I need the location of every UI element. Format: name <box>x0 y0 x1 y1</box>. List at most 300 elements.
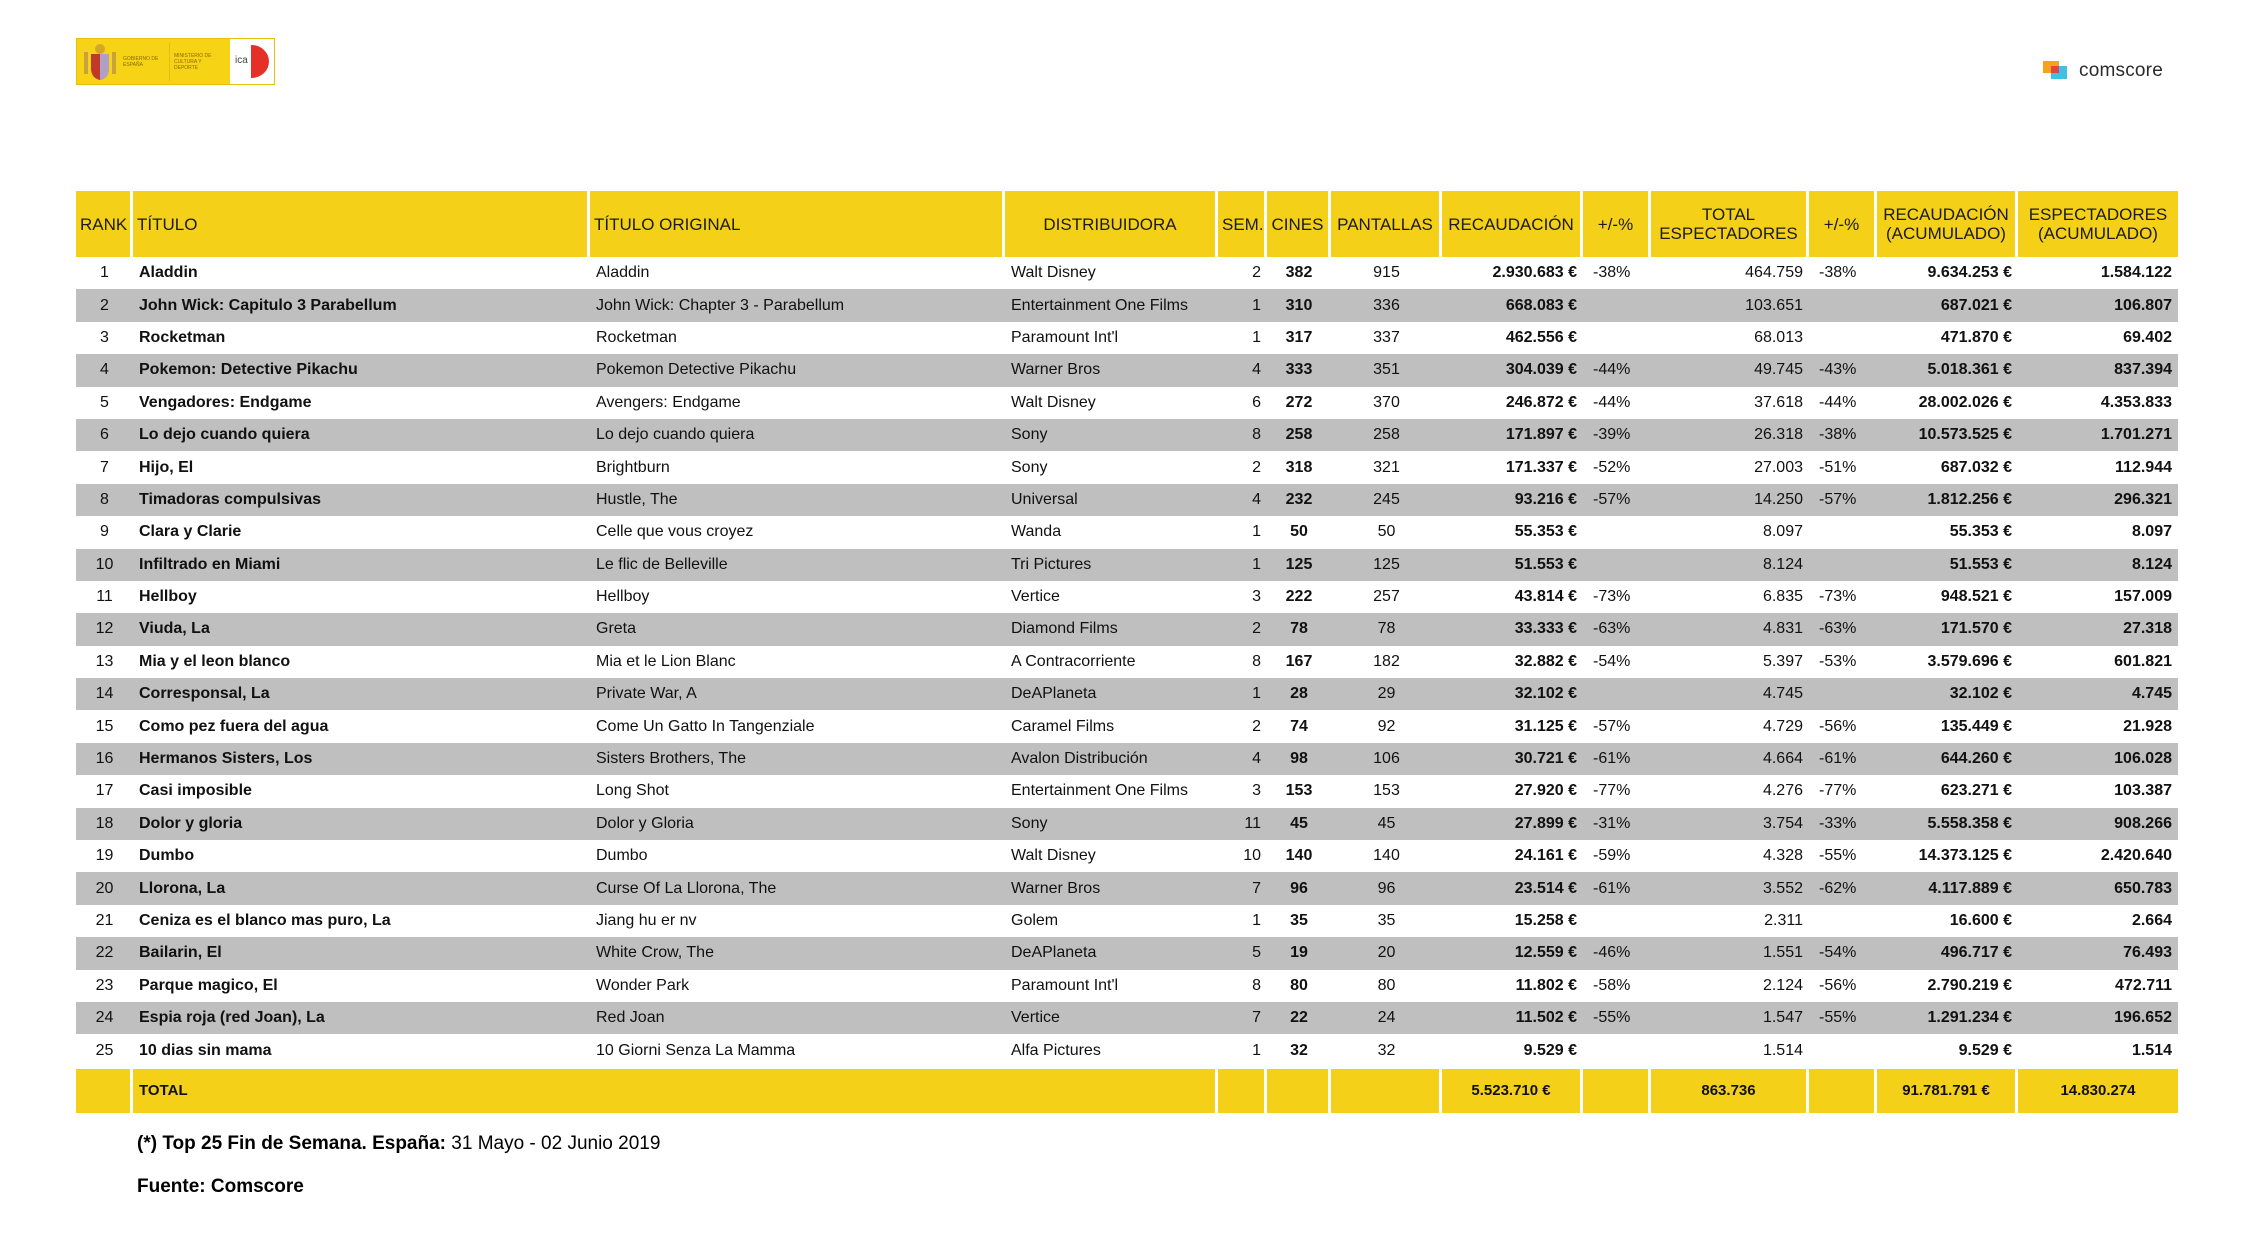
cell-original: Aladdin <box>596 264 650 282</box>
cell-titulo: John Wick: Capitulo 3 Parabellum <box>133 289 590 321</box>
cell-var1: -46% <box>1583 937 1651 969</box>
cell-recaudacion: 43.814 € <box>1514 588 1577 606</box>
cell-sem: 4 <box>1218 484 1267 516</box>
cell-espectadores: 4.328 <box>1762 847 1803 865</box>
cell-titulo: Hellboy <box>139 588 197 606</box>
government-label: GOBIERNO DE ESPAÑA <box>123 55 159 68</box>
cell-original: Hustle, The <box>590 484 1005 516</box>
cell-pantallas: 78 <box>1331 613 1442 645</box>
cell-sem: 6 <box>1252 393 1261 411</box>
cell-original: John Wick: Chapter 3 - Parabellum <box>590 289 1005 321</box>
cell-espectadores-acum: 157.009 <box>2114 588 2172 606</box>
cell-recaudacion-acum: 51.553 € <box>1877 549 2018 581</box>
cell-original: Hellboy <box>596 588 650 606</box>
cell-var2: -56% <box>1819 976 1857 994</box>
ministry-label: MINISTERIO DE CULTURA Y DEPORTE <box>169 43 214 81</box>
total-row <box>76 1067 2178 1113</box>
col-total-espectadores-line1: TOTAL <box>1701 205 1756 224</box>
cell-rank: 19 <box>95 847 114 865</box>
cell-rank: 5 <box>100 393 109 411</box>
total-pantallas-cell <box>1331 1067 1442 1113</box>
cell-distribuidora: Paramount Int'l <box>1011 976 1119 994</box>
cell-var2 <box>1809 289 1877 321</box>
cell-original: Come Un Gatto In Tangenziale <box>596 717 815 735</box>
cell-var1: -38% <box>1593 264 1631 282</box>
cell-distribuidora: Vertice <box>1005 1002 1218 1034</box>
cell-espectadores: 6.835 <box>1762 588 1803 606</box>
cell-sem: 4 <box>1218 354 1267 386</box>
cell-var2 <box>1809 1034 1877 1066</box>
cell-espectadores: 464.759 <box>1745 264 1803 282</box>
cell-recaudacion: 171.897 € <box>1442 419 1583 451</box>
coat-of-arms-icon <box>81 42 119 82</box>
cell-rank: 12 <box>76 613 133 645</box>
total-cines-cell <box>1267 1067 1331 1113</box>
cell-recaudacion: 246.872 € <box>1505 393 1577 411</box>
cell-original: Lo dejo cuando quiera <box>590 419 1005 451</box>
cell-var1: -57% <box>1593 717 1631 735</box>
col-recaudacion-acumulado <box>1877 191 2018 257</box>
comscore-mark-icon <box>2043 61 2069 81</box>
cell-rank: 8 <box>76 484 133 516</box>
cell-var1: -73% <box>1593 588 1631 606</box>
cell-cines: 333 <box>1267 354 1331 386</box>
cell-distribuidora: Wanda <box>1011 523 1062 541</box>
cell-titulo: Viuda, La <box>133 613 590 645</box>
total-espectadores-acumulado: 14.830.274 <box>2018 1067 2178 1113</box>
cell-rank: 2 <box>76 289 133 321</box>
cell-var2: -38% <box>1819 264 1857 282</box>
cell-original: Brightburn <box>596 458 670 476</box>
cell-titulo: Lo dejo cuando quiera <box>133 419 590 451</box>
cell-var2 <box>1809 678 1877 710</box>
cell-espectadores: 4.745 <box>1651 678 1809 710</box>
icaa-label: ica <box>235 55 248 66</box>
cell-var2 <box>1809 905 1877 937</box>
col-titulo-original: TÍTULO ORIGINAL <box>590 191 1005 257</box>
cell-recaudacion-acum: 9.529 € <box>1958 1041 2012 1059</box>
cell-var1: -63% <box>1583 613 1651 645</box>
table-row <box>76 840 2178 872</box>
cell-espectadores-acum: 837.394 <box>2018 354 2178 386</box>
cell-recaudacion: 32.102 € <box>1442 678 1583 710</box>
col-espectadores-acumulado-line1: ESPECTADORES <box>2028 205 2168 224</box>
cell-cines: 318 <box>1285 458 1313 476</box>
cell-recaudacion-acum: 171.570 € <box>1877 613 2018 645</box>
table-row <box>76 646 2178 678</box>
table-row <box>76 419 2178 451</box>
cell-rank: 23 <box>95 976 114 994</box>
cell-var1: -39% <box>1583 419 1651 451</box>
cell-var2: -55% <box>1819 847 1857 865</box>
cell-titulo: Como pez fuera del agua <box>139 717 329 735</box>
cell-distribuidora: Entertainment One Films <box>1011 782 1188 800</box>
col-pantallas: PANTALLAS <box>1331 191 1442 257</box>
cell-rank: 9 <box>100 523 109 541</box>
cell-pantallas: 32 <box>1377 1041 1396 1059</box>
box-office-table <box>76 191 2178 1113</box>
cell-titulo: Rocketman <box>139 328 226 346</box>
total-sem-cell <box>1218 1067 1267 1113</box>
cell-rank: 20 <box>76 872 133 904</box>
cell-sem: 2 <box>1218 613 1267 645</box>
col-recaudacion-acumulado-line2: (ACUMULADO) <box>1886 224 2006 243</box>
cell-var1 <box>1583 905 1651 937</box>
cell-var2: -61% <box>1809 743 1877 775</box>
cell-recaudacion-acum: 687.032 € <box>1940 458 2012 476</box>
cell-sem: 7 <box>1218 872 1267 904</box>
cell-cines: 98 <box>1267 743 1331 775</box>
cell-recaudacion: 27.899 € <box>1442 808 1583 840</box>
cell-recaudacion: 23.514 € <box>1442 872 1583 904</box>
cell-recaudacion-acum: 644.260 € <box>1877 743 2018 775</box>
cell-rank: 1 <box>100 264 109 282</box>
cell-pantallas: 96 <box>1331 872 1442 904</box>
table-row <box>76 937 2178 969</box>
cell-distribuidora: Tri Pictures <box>1005 549 1218 581</box>
cell-distribuidora: Warner Bros <box>1005 872 1218 904</box>
cell-original: Dumbo <box>596 847 648 865</box>
cell-original: Pokemon Detective Pikachu <box>590 354 1005 386</box>
table-row <box>76 775 2178 807</box>
cell-var1: -59% <box>1593 847 1631 865</box>
cell-sem: 3 <box>1252 782 1261 800</box>
cell-original: Celle que vous croyez <box>596 523 754 541</box>
cell-recaudacion: 51.553 € <box>1442 549 1583 581</box>
table-row <box>76 581 2178 613</box>
cell-var2: -63% <box>1809 613 1877 645</box>
total-rank-cell <box>76 1067 133 1113</box>
cell-original: White Crow, The <box>590 937 1005 969</box>
cell-original: Red Joan <box>590 1002 1005 1034</box>
cell-pantallas: 45 <box>1331 808 1442 840</box>
cell-original: Greta <box>590 613 1005 645</box>
cell-cines: 258 <box>1267 419 1331 451</box>
cell-cines: 317 <box>1285 328 1313 346</box>
cell-distribuidora: Universal <box>1005 484 1218 516</box>
cell-titulo: Dolor y gloria <box>133 808 590 840</box>
cell-espectadores: 49.745 <box>1651 354 1809 386</box>
cell-distribuidora: DeAPlaneta <box>1005 937 1218 969</box>
cell-recaudacion: 2.930.683 € <box>1492 264 1577 282</box>
cell-pantallas: 20 <box>1331 937 1442 969</box>
cell-espectadores-acum: 472.711 <box>2115 976 2172 994</box>
col-total-espectadores-line2: ESPECTADORES <box>1659 224 1798 243</box>
cell-distribuidora: Paramount Int'l <box>1011 328 1119 346</box>
cell-pantallas: 153 <box>1373 782 1400 800</box>
cell-titulo: Infiltrado en Miami <box>133 549 590 581</box>
cell-rank: 13 <box>95 652 114 670</box>
cell-sem: 2 <box>1252 458 1261 476</box>
table-row <box>76 354 2178 386</box>
cell-pantallas: 50 <box>1377 523 1396 541</box>
cell-var2: -56% <box>1819 717 1857 735</box>
cell-espectadores-acum: 1.701.271 <box>2018 419 2178 451</box>
cell-var2: -57% <box>1809 484 1877 516</box>
cell-espectadores: 26.318 <box>1651 419 1809 451</box>
cell-recaudacion-acum: 1.291.234 € <box>1877 1002 2018 1034</box>
cell-distribuidora: Walt Disney <box>1011 393 1096 411</box>
cell-espectadores: 4.664 <box>1651 743 1809 775</box>
table-row <box>76 484 2178 516</box>
cell-cines: 22 <box>1267 1002 1331 1034</box>
cell-cines: 74 <box>1290 717 1308 735</box>
cell-recaudacion: 462.556 € <box>1505 328 1577 346</box>
cell-distribuidora: DeAPlaneta <box>1005 678 1218 710</box>
cell-titulo: Llorona, La <box>133 872 590 904</box>
cell-pantallas: 92 <box>1377 717 1396 735</box>
cell-original: Rocketman <box>596 328 677 346</box>
col-espectadores-acumulado-line2: (ACUMULADO) <box>2038 224 2158 243</box>
table-row <box>76 743 2178 775</box>
cell-rank: 4 <box>76 354 133 386</box>
cell-distribuidora: Entertainment One Films <box>1005 289 1218 321</box>
table-row <box>76 257 2178 289</box>
cell-recaudacion-acum: 496.717 € <box>1877 937 2018 969</box>
cell-var1: -31% <box>1583 808 1651 840</box>
cell-espectadores-acum: 1.514 <box>2131 1041 2172 1059</box>
cell-cines: 167 <box>1285 652 1313 670</box>
cell-recaudacion-acum: 10.573.525 € <box>1877 419 2018 451</box>
cell-espectadores: 8.097 <box>1762 523 1803 541</box>
cell-pantallas: 35 <box>1377 912 1396 929</box>
cell-original: Jiang hu er nv <box>596 912 697 929</box>
cell-recaudacion: 27.920 € <box>1514 782 1577 800</box>
col-titulo: TÍTULO <box>133 191 590 257</box>
cell-var2: -51% <box>1819 458 1857 476</box>
total-espectadores: 863.736 <box>1651 1067 1809 1113</box>
cell-var2: -55% <box>1809 1002 1877 1034</box>
cell-cines: 382 <box>1285 264 1313 282</box>
cell-espectadores-acum: 106.028 <box>2018 743 2178 775</box>
table-row <box>76 1002 2178 1034</box>
total-var1-cell <box>1583 1067 1651 1113</box>
cell-original: Long Shot <box>596 782 669 800</box>
cell-espectadores-acum: 650.783 <box>2018 872 2178 904</box>
cell-distribuidora: Avalon Distribución <box>1005 743 1218 775</box>
cell-cines: 35 <box>1290 912 1308 929</box>
cell-recaudacion-acum: 4.117.889 € <box>1877 872 2018 904</box>
cell-var1: -44% <box>1593 393 1631 411</box>
cell-recaudacion-acum: 55.353 € <box>1949 523 2012 541</box>
cell-var2: -33% <box>1809 808 1877 840</box>
cell-original: Mia et le Lion Blanc <box>596 652 736 670</box>
cell-sem: 4 <box>1218 743 1267 775</box>
cell-var2: -77% <box>1819 782 1857 800</box>
cell-cines: 232 <box>1267 484 1331 516</box>
cell-var1: -52% <box>1593 458 1631 476</box>
cell-espectadores: 4.729 <box>1762 717 1803 735</box>
cell-titulo: Hijo, El <box>139 458 194 476</box>
cell-recaudacion: 33.333 € <box>1442 613 1583 645</box>
cell-distribuidora: Sony <box>1005 419 1218 451</box>
cell-var2: -43% <box>1809 354 1877 386</box>
header-row <box>76 191 2178 257</box>
cell-rank: 21 <box>95 912 114 929</box>
cell-sem: 3 <box>1252 588 1261 606</box>
cell-distribuidora: Sony <box>1005 808 1218 840</box>
cell-espectadores: 8.124 <box>1651 549 1809 581</box>
cell-espectadores-acum: 4.745 <box>2018 678 2178 710</box>
comscore-logo <box>2043 60 2163 82</box>
cell-original: Le flic de Belleville <box>590 549 1005 581</box>
cell-distribuidora: Alfa Pictures <box>1011 1041 1101 1059</box>
cell-recaudacion: 15.258 € <box>1514 912 1577 929</box>
cell-espectadores: 37.618 <box>1754 393 1803 411</box>
table-row <box>76 289 2178 321</box>
cell-sem: 2 <box>1252 717 1261 735</box>
cell-titulo: Hermanos Sisters, Los <box>133 743 590 775</box>
cell-distribuidora: Walt Disney <box>1011 847 1096 865</box>
cell-pantallas: 140 <box>1373 847 1400 865</box>
cell-pantallas: 258 <box>1331 419 1442 451</box>
cell-original: Private War, A <box>590 678 1005 710</box>
cell-cines: 222 <box>1285 588 1313 606</box>
cell-recaudacion-acum: 5.558.358 € <box>1877 808 2018 840</box>
cell-titulo: Dumbo <box>139 847 195 865</box>
cell-titulo: 10 dias sin mama <box>139 1041 272 1059</box>
cell-pantallas: 29 <box>1331 678 1442 710</box>
cell-cines: 45 <box>1267 808 1331 840</box>
table-row <box>76 549 2178 581</box>
cell-sem: 11 <box>1218 808 1267 840</box>
total-label: TOTAL <box>133 1067 1218 1113</box>
cell-recaudacion-acum: 32.102 € <box>1877 678 2018 710</box>
cell-espectadores-acum: 4.353.833 <box>2100 393 2172 411</box>
cell-var1: -61% <box>1583 872 1651 904</box>
cell-var2: -44% <box>1819 393 1857 411</box>
cell-var2 <box>1809 516 1877 548</box>
cell-var1 <box>1583 322 1651 354</box>
cell-pantallas: 321 <box>1373 458 1400 476</box>
cell-pantallas: 915 <box>1373 264 1400 282</box>
cell-pantallas: 24 <box>1331 1002 1442 1034</box>
cell-rank: 11 <box>96 588 113 606</box>
cell-sem: 2 <box>1252 264 1261 282</box>
cell-cines: 80 <box>1290 976 1308 994</box>
cell-recaudacion: 24.161 € <box>1514 847 1577 865</box>
cell-cines: 125 <box>1267 549 1331 581</box>
cell-titulo: Casi imposible <box>139 782 252 800</box>
cell-recaudacion-acum: 16.600 € <box>1949 912 2012 929</box>
cell-original: Dolor y Gloria <box>590 808 1005 840</box>
period-note-dates: 31 Mayo - 02 Junio 2019 <box>446 1133 661 1154</box>
col-distribuidora: DISTRIBUIDORA <box>1005 191 1218 257</box>
cell-var1: -55% <box>1583 1002 1651 1034</box>
cell-recaudacion-acum: 14.373.125 € <box>1918 847 2012 865</box>
cell-original: 10 Giorni Senza La Mamma <box>596 1041 796 1059</box>
cell-titulo: Corresponsal, La <box>133 678 590 710</box>
cell-recaudacion: 171.337 € <box>1505 458 1577 476</box>
cell-distribuidora: Warner Bros <box>1005 354 1218 386</box>
cell-recaudacion-acum: 3.579.696 € <box>1927 652 2012 670</box>
cell-recaudacion-acum: 623.271 € <box>1940 782 2012 800</box>
cell-rank: 7 <box>100 458 109 476</box>
cell-cines: 28 <box>1267 678 1331 710</box>
total-recaudacion: 5.523.710 € <box>1442 1067 1583 1113</box>
col-espectadores-acumulado <box>2018 191 2178 257</box>
table-row <box>76 613 2178 645</box>
col-total-espectadores <box>1651 191 1809 257</box>
cell-original: Avengers: Endgame <box>596 393 741 411</box>
cell-sem: 8 <box>1252 976 1261 994</box>
cell-sem: 5 <box>1218 937 1267 969</box>
cell-pantallas: 257 <box>1373 588 1400 606</box>
period-note <box>137 1133 660 1155</box>
cell-var1: -61% <box>1583 743 1651 775</box>
cell-cines: 50 <box>1290 523 1308 541</box>
cell-pantallas: 370 <box>1373 393 1400 411</box>
cell-var2 <box>1809 549 1877 581</box>
table-row <box>76 872 2178 904</box>
cell-var2: -38% <box>1809 419 1877 451</box>
cell-var1 <box>1583 549 1651 581</box>
cell-titulo: Ceniza es el blanco mas puro, La <box>139 912 391 929</box>
cell-recaudacion-acum: 948.521 € <box>1940 588 2012 606</box>
source-note: Fuente: Comscore <box>137 1176 304 1197</box>
table-row <box>76 451 2178 483</box>
cell-pantallas: 337 <box>1373 328 1400 346</box>
cell-espectadores: 14.250 <box>1651 484 1809 516</box>
cell-espectadores-acum: 106.807 <box>2018 289 2178 321</box>
table-row <box>76 387 2178 419</box>
cell-recaudacion: 32.882 € <box>1514 652 1577 670</box>
cell-titulo: Pokemon: Detective Pikachu <box>133 354 590 386</box>
cell-espectadores-acum: 296.321 <box>2018 484 2178 516</box>
cell-var1: -77% <box>1593 782 1631 800</box>
table-row <box>76 710 2178 742</box>
cell-pantallas: 106 <box>1331 743 1442 775</box>
cell-sem: 7 <box>1218 1002 1267 1034</box>
cell-var2 <box>1809 322 1877 354</box>
cell-sem: 1 <box>1218 678 1267 710</box>
cell-espectadores-acum: 103.387 <box>2114 782 2172 800</box>
cell-espectadores-acum: 2.420.640 <box>2100 847 2172 865</box>
cell-rank: 10 <box>76 549 133 581</box>
col-recaudacion-acumulado-line1: RECAUDACIÓN <box>1883 205 2009 224</box>
cell-recaudacion: 30.721 € <box>1442 743 1583 775</box>
cell-recaudacion-acum: 135.449 € <box>1940 717 2012 735</box>
cell-pantallas: 336 <box>1331 289 1442 321</box>
cell-espectadores-acum: 8.097 <box>2131 523 2172 541</box>
cell-espectadores: 4.831 <box>1651 613 1809 645</box>
cell-espectadores: 1.551 <box>1651 937 1809 969</box>
cell-distribuidora: Walt Disney <box>1011 264 1096 282</box>
cell-original: Sisters Brothers, The <box>590 743 1005 775</box>
cell-espectadores-acum: 27.318 <box>2018 613 2178 645</box>
cell-recaudacion: 11.802 € <box>1515 976 1577 994</box>
cell-rank: 14 <box>76 678 133 710</box>
cell-var2: -73% <box>1819 588 1857 606</box>
cell-recaudacion: 93.216 € <box>1442 484 1583 516</box>
cell-recaudacion-acum: 28.002.026 € <box>1918 393 2012 411</box>
cell-espectadores-acum: 21.928 <box>2123 717 2172 735</box>
cell-recaudacion: 668.083 € <box>1442 289 1583 321</box>
icaa-logo <box>230 39 274 84</box>
cell-recaudacion: 304.039 € <box>1442 354 1583 386</box>
period-note-label: (*) Top 25 Fin de Semana. España: <box>137 1133 446 1154</box>
cell-recaudacion: 12.559 € <box>1442 937 1583 969</box>
cell-distribuidora: Vertice <box>1011 588 1060 606</box>
cell-recaudacion-acum: 1.812.256 € <box>1877 484 2018 516</box>
cell-espectadores: 2.124 <box>1762 976 1803 994</box>
cell-espectadores-acum: 1.584.122 <box>2100 264 2172 282</box>
cell-rank: 17 <box>95 782 114 800</box>
cell-var1: -54% <box>1593 652 1631 670</box>
cell-cines: 19 <box>1267 937 1331 969</box>
cell-pantallas: 80 <box>1377 976 1396 994</box>
cell-cines: 32 <box>1290 1041 1308 1059</box>
